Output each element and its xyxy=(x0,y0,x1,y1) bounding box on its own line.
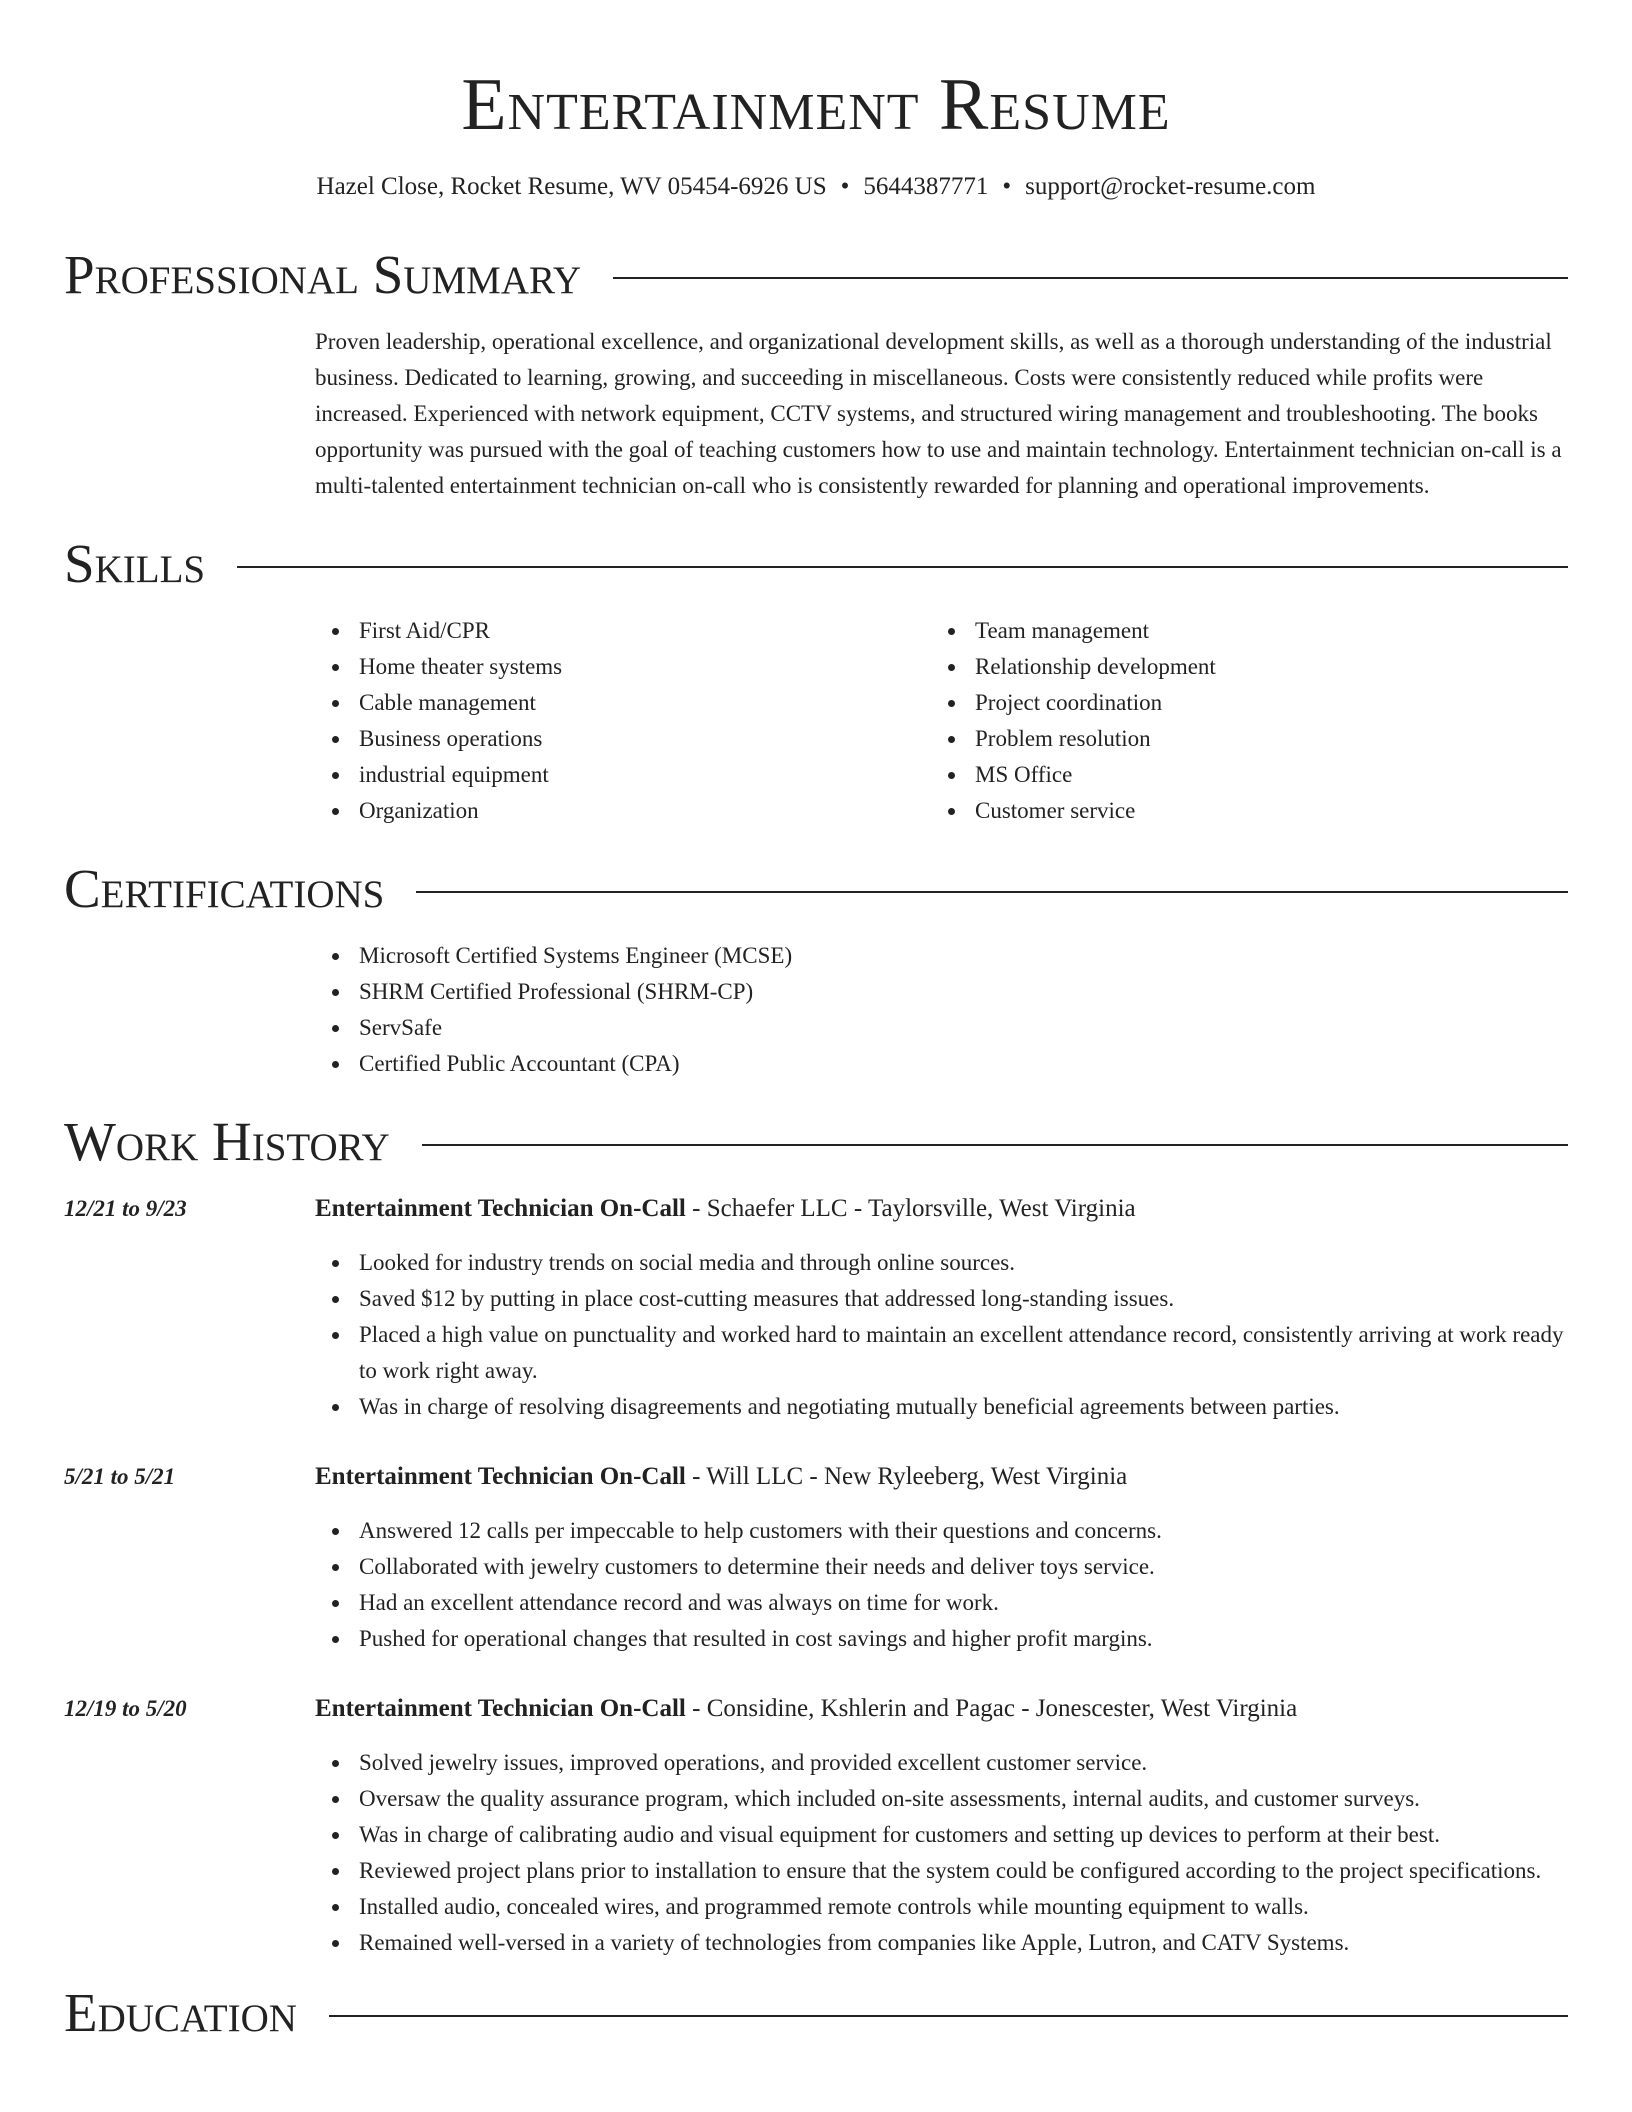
skill-item: Organization xyxy=(315,793,931,829)
section-heading-label: Work History xyxy=(64,1111,390,1172)
job-role: Entertainment Technician On-Call xyxy=(315,1463,686,1490)
job-header xyxy=(315,1691,1568,1727)
job-bullet: Solved jewelry issues, improved operations, and provided excellent customer service. xyxy=(315,1745,1568,1781)
contact-line xyxy=(64,174,1568,199)
skill-item: Relationship development xyxy=(931,649,1547,685)
job-entry xyxy=(64,1459,1568,1657)
section-divider xyxy=(416,891,1568,893)
contact-phone: 5644387771 xyxy=(863,173,989,200)
section-divider xyxy=(237,566,1568,568)
skills-list-right xyxy=(931,613,1547,829)
job-role: Entertainment Technician On-Call xyxy=(315,1695,686,1722)
skill-item: Cable management xyxy=(315,685,931,721)
certification-item: Microsoft Certified Systems Engineer (MCSE) xyxy=(315,938,1568,974)
job-bullet: Placed a high value on punctuality and worked hard to maintain an excellent attendance record, consistently arriving at work ready to work right away. xyxy=(315,1317,1568,1389)
section-heading-label: Professional Summary xyxy=(64,244,582,305)
skill-item: First Aid/CPR xyxy=(315,613,931,649)
job-bullet: Reviewed project plans prior to installation to ensure that the system could be configured according to the project specifications. xyxy=(315,1853,1568,1889)
job-dates: 12/21 to 9/23 xyxy=(64,1196,187,1221)
job-bullet: Oversaw the quality assurance program, which included on-site assessments, internal audits, and customer surveys. xyxy=(315,1781,1568,1817)
job-bullet: Was in charge of resolving disagreements and negotiating mutually beneficial agreements between parties. xyxy=(315,1389,1568,1425)
job-role: Entertainment Technician On-Call xyxy=(315,1195,686,1222)
job-header xyxy=(315,1459,1568,1495)
skill-item: Business operations xyxy=(315,721,931,757)
work-history-section xyxy=(64,1111,1568,1961)
skill-item: Customer service xyxy=(931,793,1547,829)
job-bullet: Was in charge of calibrating audio and visual equipment for customers and setting up devices to perform at their best. xyxy=(315,1817,1568,1853)
section-divider xyxy=(422,1144,1568,1146)
job-dates: 12/19 to 5/20 xyxy=(64,1696,187,1721)
skills-grid xyxy=(315,613,1568,829)
contact-separator: • xyxy=(1002,173,1012,200)
work-history-heading xyxy=(64,1111,1568,1172)
skill-item: Problem resolution xyxy=(931,721,1547,757)
certifications-list xyxy=(315,938,1568,1082)
job-bullet: Remained well-versed in a variety of technologies from companies like Apple, Lutron, and CATV Systems. xyxy=(315,1925,1568,1961)
skills-section xyxy=(64,533,1568,829)
job-bullet: Pushed for operational changes that resulted in cost savings and higher profit margins. xyxy=(315,1621,1568,1657)
job-details: - Schaefer LLC - Taylorsville, West Virginia xyxy=(685,1195,1136,1222)
job-bullets xyxy=(315,1745,1568,1961)
education-section xyxy=(64,1982,1568,2043)
summary-text: Proven leadership, operational excellence, and organizational development skills, as well as a thorough understanding of the industrial business. Dedicated to learning, growing, and succeeding in miscellaneous. Costs were consistently reduced while profits were increased. Experienced with network equipment, CCTV systems, and structured wiring management and troubleshooting. The books opportunity was pursued with the goal of teaching customers how to use and maintain technology. Entertainment technician on-call is a multi-talented entertainment technician on-call who is consistently rewarded for planning and operational improvements. xyxy=(315,329,1562,498)
skill-item: Team management xyxy=(931,613,1547,649)
skill-item: Home theater systems xyxy=(315,649,931,685)
contact-address: Hazel Close, Rocket Resume, WV 05454-6926 US xyxy=(316,173,827,200)
job-bullet: Had an excellent attendance record and was always on time for work. xyxy=(315,1585,1568,1621)
contact-separator: • xyxy=(840,173,850,200)
section-divider xyxy=(613,277,1568,279)
section-heading-label: Education xyxy=(64,1982,297,2043)
job-details: - Considine, Kshlerin and Pagac - Jonescester, West Virginia xyxy=(685,1695,1298,1722)
section-divider xyxy=(329,2015,1568,2017)
summary-section xyxy=(64,244,1568,504)
contact-email: support@rocket-resume.com xyxy=(1025,173,1316,200)
job-dates: 5/21 to 5/21 xyxy=(64,1464,176,1489)
certification-item: ServSafe xyxy=(315,1010,1568,1046)
job-header xyxy=(315,1191,1568,1227)
job-details: - Will LLC - New Ryleeberg, West Virginia xyxy=(685,1463,1128,1490)
job-entry xyxy=(64,1191,1568,1425)
section-heading-label: Certifications xyxy=(64,858,385,919)
summary-heading xyxy=(64,244,1568,305)
job-bullet: Looked for industry trends on social media and through online sources. xyxy=(315,1245,1568,1281)
job-bullet: Answered 12 calls per impeccable to help customers with their questions and concerns. xyxy=(315,1513,1568,1549)
certification-item: SHRM Certified Professional (SHRM-CP) xyxy=(315,974,1568,1010)
job-bullets xyxy=(315,1513,1568,1657)
job-bullet: Saved $12 by putting in place cost-cutting measures that addressed long-standing issues. xyxy=(315,1281,1568,1317)
skills-list-left xyxy=(315,613,931,829)
job-bullets xyxy=(315,1245,1568,1425)
job-bullet: Collaborated with jewelry customers to determine their needs and deliver toys service. xyxy=(315,1549,1568,1585)
skill-item: Project coordination xyxy=(931,685,1547,721)
skill-item: MS Office xyxy=(931,757,1547,793)
skills-heading xyxy=(64,533,1568,594)
education-heading xyxy=(64,1982,1568,2043)
resume-page xyxy=(64,0,1568,2043)
resume-title: Entertainment Resume xyxy=(461,64,1171,146)
certifications-section xyxy=(64,858,1568,1082)
section-heading-label: Skills xyxy=(64,533,206,594)
certification-item: Certified Public Accountant (CPA) xyxy=(315,1046,1568,1082)
job-bullet: Installed audio, concealed wires, and programmed remote controls while mounting equipment to walls. xyxy=(315,1889,1568,1925)
skill-item: industrial equipment xyxy=(315,757,931,793)
job-entry xyxy=(64,1691,1568,1961)
certifications-heading xyxy=(64,858,1568,919)
